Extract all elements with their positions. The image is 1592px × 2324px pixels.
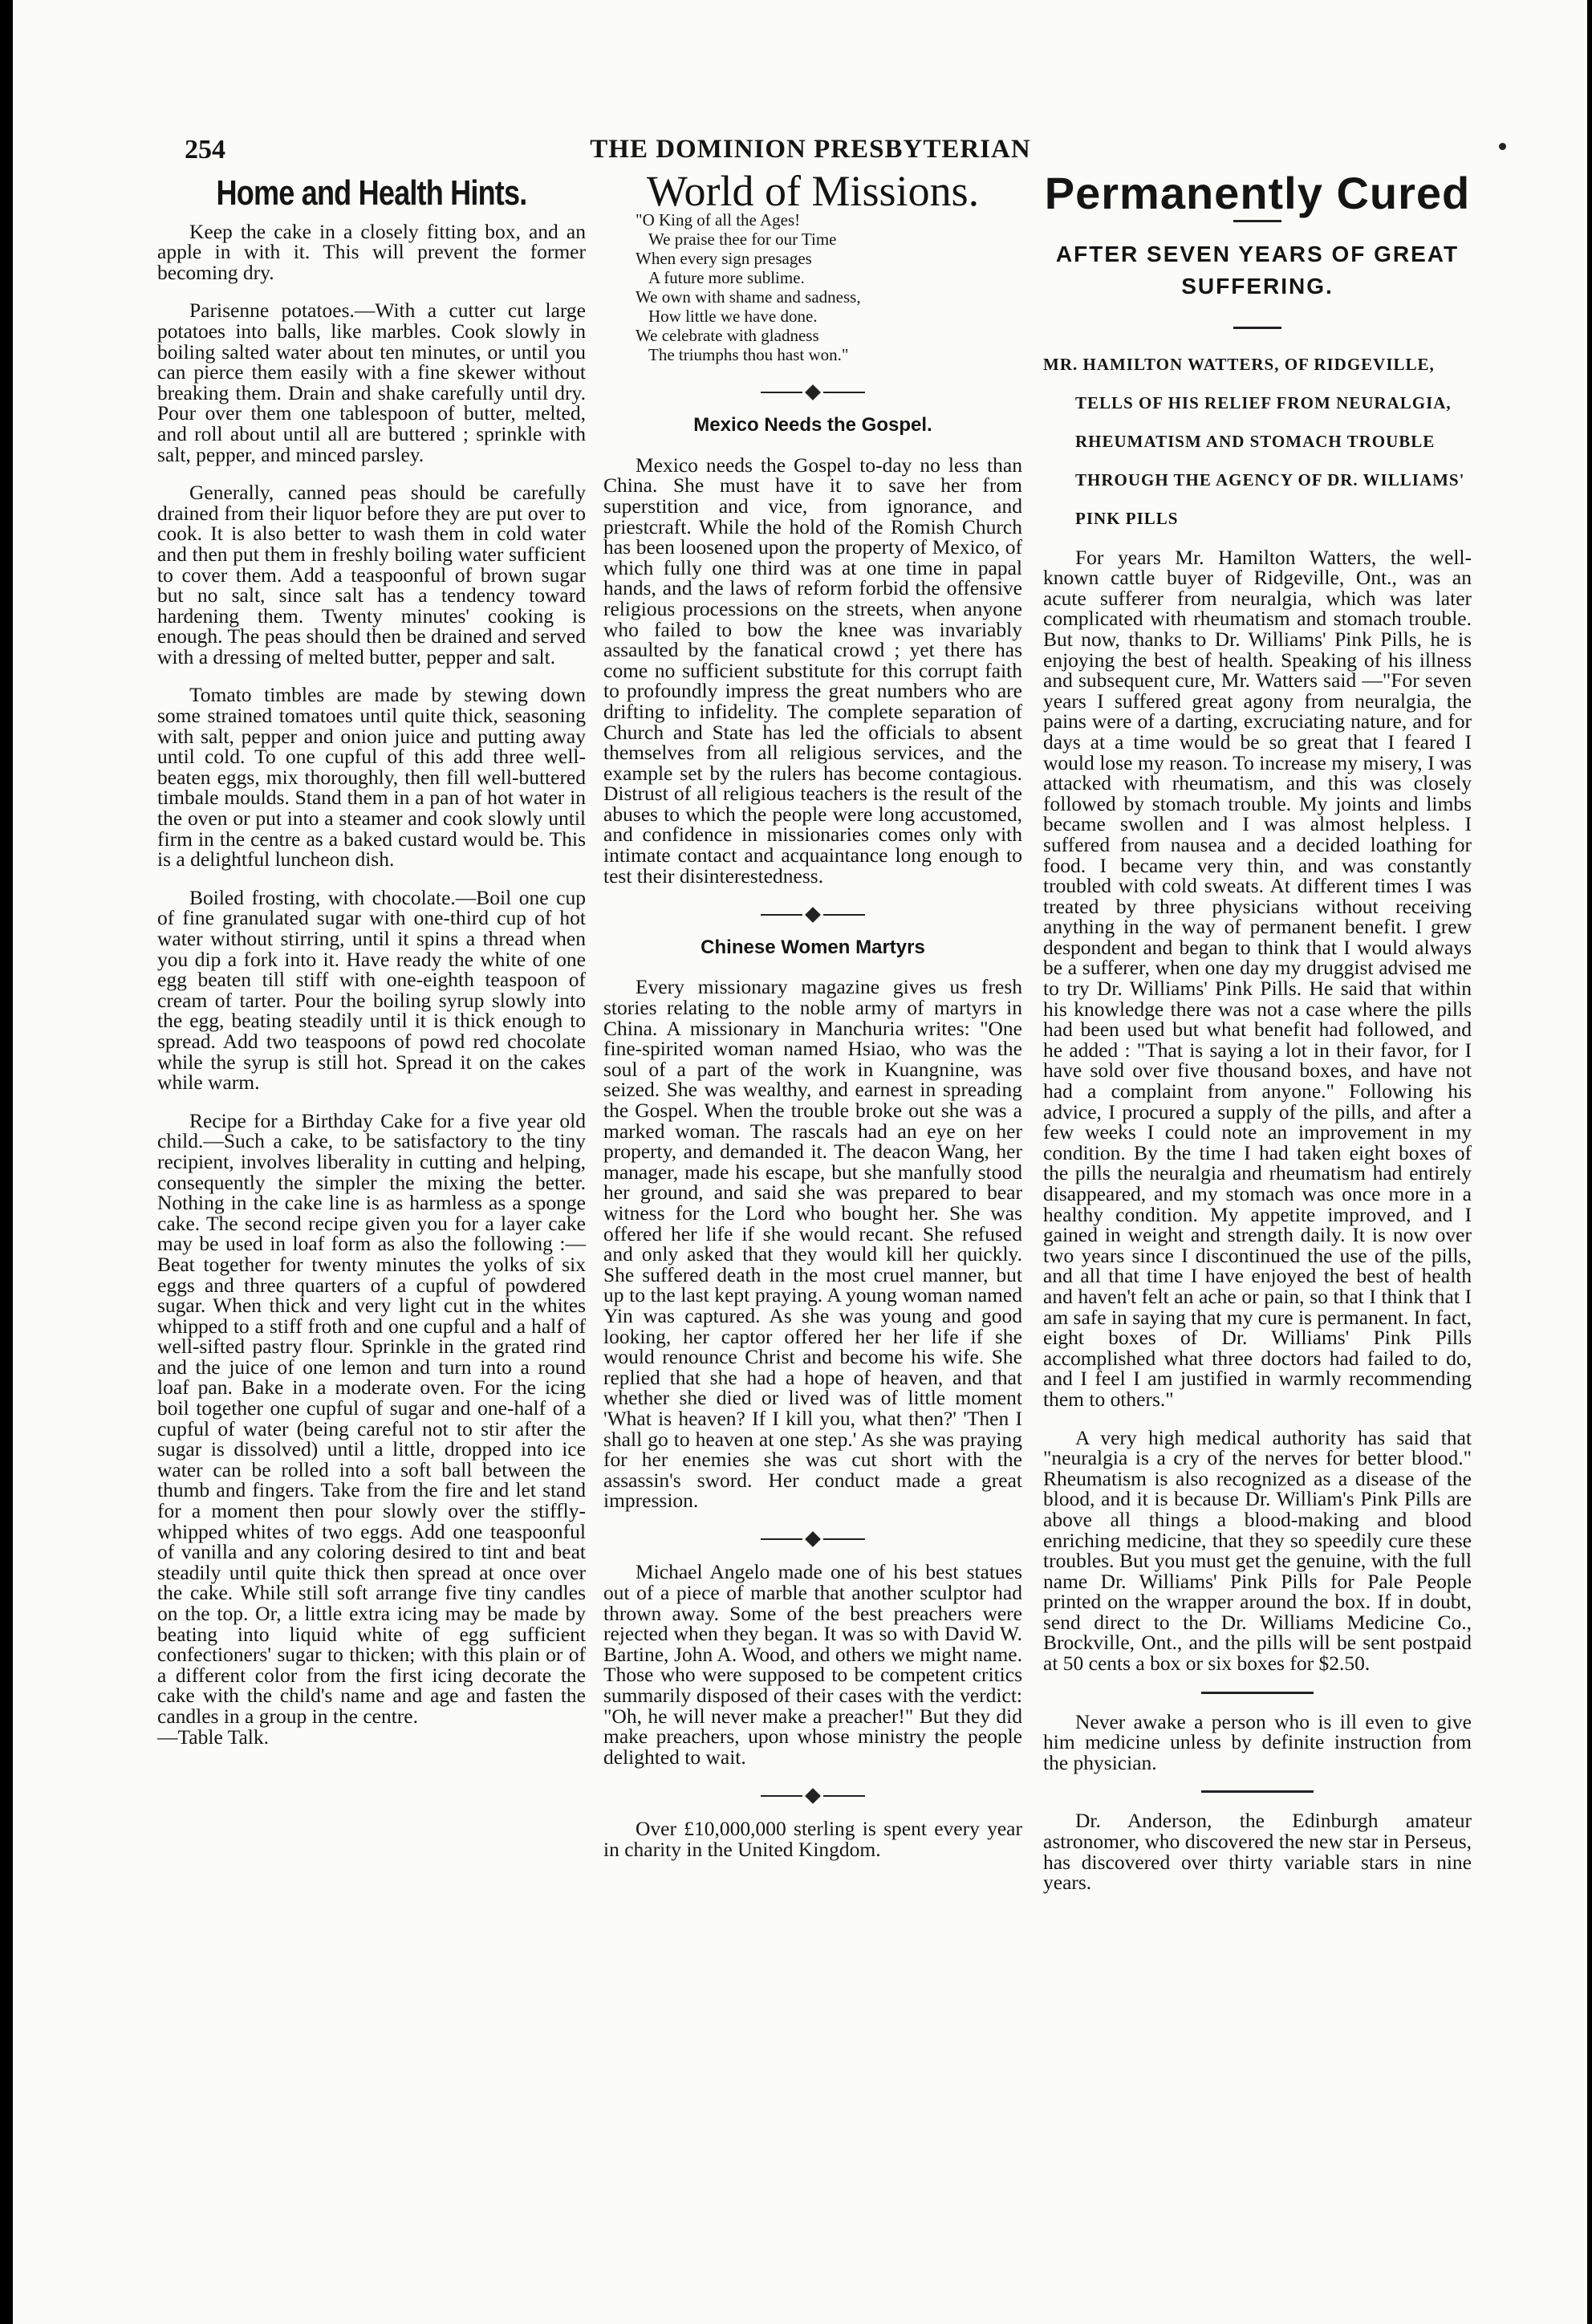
paragraph: Recipe for a Birthday Cake for a five year old child.—Such a cake, to be satisfactory to the tiny recipient, involves liberality in cutting and helping, consequently the simpler the mixing the better. Nothing in the cake line is as harmless as a sponge cake. The second recipe given you for a layer cake may be used in loaf form as also the following :—Beat together for twenty minutes the yolks of six eggs and three quarters of a cupful of powdered sugar. When thick and very light cut in the whites whipped to a stiff froth and one cupful and a half of well-sifted pastry flour. Sprinkle in the grated rind and the juice of one lemon and turn into a round loaf pan. Bake in a moderate oven. For the icing boil together one cupful of sugar and one-half of a cupful of water (being careful not to stir after the sugar is dissolved) until a little, dropped into ice water can be rolled into a soft ball between the thumb and fingers. Take from the fire and let stand for a moment then pour slowly over the stiffly-whipped whites of two eggs. Add one teaspoonful of vanilla and any coloring desired to tint and beat steadily until quite thick then spread at once over the cake. While still soft arrange five tiny candles on the top. Or, a little extra icing may be made by beating into liquid white of egg sufficient confectioners' sugar to thicken; with this plain or of a different color from the first icing decorate the cake with the child's name and age and fasten the candles in a group in the centre.: [157, 1108, 586, 1728]
advert-deck: [1043, 345, 1472, 538]
article-heading-mexico: Mexico Needs the Gospel.: [693, 414, 932, 437]
deck-line: TELLS OF HIS RELIEF FROM NEURALGIA,: [1075, 392, 1452, 412]
verse-line: The triumphs thou hast won.": [648, 344, 849, 364]
article-body-mexico: Mexico needs the Gospel to-day no less than China. She must have it to save her from superstition and vice, from ignorance, and priestcraft. While the hold of the Romish Church has been loosened upon the property of Mexico, of which fully one third was at one time in papal hands, and the laws of reform forbid the offensive religious processions on the streets, when anyone who failed to bow the knee was invariably assaulted by the fanatical crowd ; yet there has come no sufficient substitute for this corrupt faith to profoundly impress the great numbers who are drifting to infidelity. The complete separation of Church and State has led the officials to absent themselves from all religious services, and the example set by the rulers has become contagious. Distrust of all religious teachers is the result of the abuses to which the people were long accustomed, and confidence in missionaries comes only with intimate contact and acquaintance long enough to test their disinterestedness.: [603, 453, 1022, 888]
verse-line: "O King of all the Ages!: [636, 209, 801, 230]
paragraph: Tomato timbles are made by stewing down some strained tomatoes until quite thick, seasoning with salt, pepper and onion juice and putting away until cold. To one cupful of this add three well-beaten eggs, mix thoroughly, then fill well-buttered timbale moulds. Stand them in a pan of hot water in the oven or put into a steamer and cook slowly until firm in the centre as a baked custard would be. This is a delightful luncheon dish.: [157, 683, 586, 872]
ornament-divider: [603, 904, 1022, 924]
divider: [1201, 1692, 1314, 1694]
note-never-awake: Never awake a person who is ill even to give him medicine unless by definite instruction from the physician.: [1043, 1709, 1472, 1774]
note-anderson: Dr. Anderson, the Edinburgh amateur astronomer, who discovered the new star in Perseus, has discovered over thirty variable stars in nine years.: [1043, 1809, 1472, 1895]
deck-line: PINK PILLS: [1075, 508, 1179, 528]
article-body-chinese-martyrs: Every missionary magazine gives us fresh stories relating to the noble army of martyrs in China. A missionary in Manchuria writes: "One fine-spirited woman named Hsiao, who was the soul of a part of the work in Kuangnine, was seized. She was wealthy, and earnest in spreading the Gospel. When the trouble broke out she was a marked woman. The rascals had an eye on her property, and demanded it. The deacon Wang, her manager, made his escape, but she manfully stood her ground, and said she was prepared to bear witness for the Lord who bought her. She was offered her life if she would recant. She refused and only asked that they would kill her quickly. She suffered death in the most cruel manner, but up to the last kept praying. A young woman named Yin was captured. As she was young and good looking, her captor offered her her life if she would renounce Christ and become his wife. She replied that she had a hope of heaven, and that whether she died or lived was of little moment 'What is heaven? If I kill you, what then?' 'Then I shall go to heaven at one step.' As she was praying for her enemies she was cut short with the assassin's sword. Her conduct made a great impression.: [603, 975, 1022, 1513]
attribution: —Table Talk.: [157, 1725, 270, 1749]
ornament-divider: [603, 1785, 1022, 1806]
article-body-michael-angelo: Michael Angelo made one of his best statues out of a piece of marble that another sculptor had thrown away. Some of the best preachers were rejected when they began. It was so with David W. Bartine, John A. Wood, and others we might name. Those who were supposed to be competent critics summarily disposed of their cases with the verdict: "Oh, he will never make a preacher!" But they did make preachers, upon whose ministry the people delighted to wait.: [603, 1560, 1022, 1769]
paragraph: Parisenne potatoes.—With a cutter cut large potatoes into balls, like marbles. Cook slowly in boiling salted water about ten minutes, or until you can pierce them easily with a fine skewer without breaking them. Drain and shake carefully until dry. Pour over them one tablespoon of butter, melted, and roll about until all are buttered ; sprinkle with salt, pepper, and minced parsley.: [157, 299, 586, 466]
verse-line: We celebrate with gladness: [636, 325, 819, 345]
article-body-charity: Over £10,000,000 sterling is spent every year in charity in the United Kingdom.: [603, 1817, 1022, 1861]
verse-line: We own with shame and sadness,: [636, 286, 861, 307]
section-heading-home-health: Home and Health Hints.: [216, 173, 527, 213]
column-world-of-missions: [603, 167, 1022, 1877]
divider: [1201, 1790, 1314, 1793]
advert-body: For years Mr. Hamilton Watters, the well-known cattle buyer of Ridgeville, Ont., was an acute sufferer from neuralgia, which was later complicated with rheumatism and stomach trouble. But now, thanks to Dr. Williams' Pink Pills, he is enjoying the best of health. Speaking of his illness and subsequent cure, Mr. Watters said —"For seven years I suffered great agony from neuralgia, the pains were of a darting, excruciating nature, and for days at a time would be so great that I feared I would lose my reason. To increase my misery, I was attacked with rheumatism, and this was closely followed by stomach trouble. My joints and limbs became swollen and I was almost helpless. I suffered from nausea and a decided loathing for food. I became very thin, and was constantly troubled with cold sweats. At different times I was treated by three physicians without receiving anything in the way of permanent benefit. I grew despondent and began to think that I would always be a sufferer, when one day my druggist advised me to try Dr. Williams' Pink Pills. He said that within his knowledge there was not a case where the pills had been used but what benefit had followed, and he added : "That is saying a lot in their favor, for I have sold over five thousand boxes, and have not had a complaint from anyone." Following his advice, I procured a supply of the pills, and after a few weeks I could note an improvement in my condition. By the time I had taken eight boxes of the pills the neuralgia and rheumatism had entirely disappeared, and my stomach was once more in a healthy condition. My appetite improved, and I gained in weight and strength daily. It is now over two years since I discontinued the use of the pills, and all that time I have enjoyed the best of health and haven't felt an ache or pain, so that I think that I am safe in saying that my cure is permanent. In fact, eight boxes of Dr. Williams' Pink Pills accomplished what three doctors had failed to do, and I feel I am justified in warmly recommending them to others.": [1043, 545, 1472, 1411]
ornament-divider: [603, 1529, 1022, 1550]
paragraph: Boiled frosting, with chocolate.—Boil one cup of fine granulated sugar with one-third cup of hot water without stirring, until it spins a thread when you dip a fork into it. Have ready the white of one egg beaten till stiff with one-eighth teaspoon of cream of tarter. Pour the boiling syrup slowly into the egg, beating steadily until it is thick enough to spread. Add two teaspoons of powd red chocolate while the syrup is still hot. Spread it on the cakes while warm.: [157, 885, 586, 1095]
paragraph: Keep the cake in a closely fitting box, and an apple in with it. This will prevent the former becoming dry.: [157, 219, 586, 284]
column-home-health: [157, 173, 586, 1765]
deck-line: RHEUMATISM AND STOMACH TROUBLE: [1075, 431, 1436, 451]
paragraph: Generally, canned peas should be carefully drained from their liquor before they are put over to cook. It is also better to wash them in cold water and then put them in freshly boiling water sufficient to cover them. Add a teaspoonful of brown sugar but no salt, since salt has a tendency toward hardening them. Twenty minutes' cooking is enough. The peas should then be drained and served with a dressing of melted butter, pepper and salt.: [157, 481, 586, 668]
advert-headline: Permanently Cured: [1044, 168, 1471, 218]
page-number: 254: [185, 135, 225, 165]
deck-line: MR. HAMILTON WATTERS, OF RIDGEVILLE,: [1043, 354, 1435, 374]
hymn-verse: [636, 210, 1022, 364]
verse-line: A future more sublime.: [648, 267, 805, 287]
article-heading-chinese-martyrs: Chinese Women Martyrs: [701, 936, 925, 958]
section-heading-missions: World of Missions.: [646, 167, 980, 215]
newspaper-title: THE DOMINION PRESBYTERIAN: [590, 135, 1031, 164]
short-rule: [1233, 327, 1281, 329]
verse-line: We praise thee for our Time: [648, 229, 837, 249]
advert-subheadline: AFTER SEVEN YEARS OF GREAT SUFFERING.: [1055, 241, 1460, 299]
ornament-divider: [603, 382, 1022, 403]
column-permanently-cured: [1043, 168, 1472, 1911]
advert-authority: A very high medical authority has said that "neuralgia is a cry of the nerves for better blood." Rheumatism is also recognized as a disease of the blood, and it is because Dr. William's Pink Pills are above all things a blood-making and blood enriching medicine, that they so speedily cure these troubles. But you must get the genuine, with the full name Dr. Williams' Pink Pills for Pale People printed on the wrapper around the box. If in doubt, send direct to the Dr. Williams Medicine Co., Brockville, Ont., and the pills will be sent postpaid at 50 cents a box or six boxes for $2.50.: [1043, 1425, 1472, 1676]
deck-line: THROUGH THE AGENCY OF DR. WILLIAMS': [1075, 469, 1465, 490]
verse-line: When every sign presages: [636, 248, 812, 268]
verse-line: How little we have done.: [648, 306, 818, 326]
short-rule: [1233, 220, 1281, 222]
